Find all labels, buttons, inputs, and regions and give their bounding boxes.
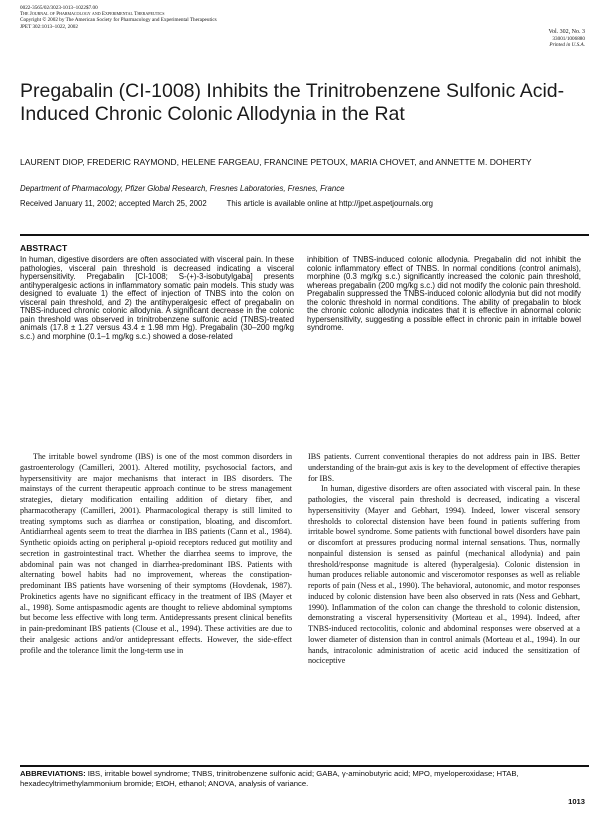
volume-info (548, 29, 585, 48)
header-line: JPET 302:1013–1022, 2002 (20, 23, 78, 30)
abstract-left-column: In human, digestive disorders are often associated with visceral pain. In these pathologies, visceral pain threshold is decreased indicating a visceral hypersensitivity. Pregabalin [CI-1008; S-(+)-3-isobutylgaba] presents antihyperalgesic actions in inflammatory somatic pain models. This study was designed to evaluate 1) the effect of injection of TNBS into the colon on visceral pain threshold, and 2) the antihyperalgesic effect of pregabalin on TNBS-induced chronic colonic allodynia. A significant decrease in the colonic pain threshold was observed in trinitrobenzene sulfonic acid (TNBS)-treated animals (17.8 ± 1.27 versus 43.4 ± 1.98 mm Hg). Pregabalin (30–200 mg/kg s.c.) and morphine (0.1–1 mg/kg s.c.) showed a dose-related (20, 255, 294, 341)
header-line: The Journal of Pharmacology and Experimental Therapeutics (20, 11, 165, 18)
abbreviations-text: IBS, irritable bowel syndrome; TNBS, trinitrobenzene sulfonic acid; GABA, γ-aminobutyric acid; MPO, myeloperoxidase; HTAB, hexadecyltrimethylammonium bromide; EtOH, ethanol; ANOVA, analysis of variance. (20, 769, 519, 788)
received-date: Received January 11, 2002; accepted March 25, 2002 (20, 199, 207, 208)
journal-header (20, 5, 217, 30)
footnote-divider (20, 765, 589, 767)
article-title: Pregabalin (CI-1008) Inhibits the Trinitrobenzene Sulfonic Acid-Induced Chronic Colonic Allodynia in the Rat (20, 80, 565, 125)
online-availability[interactable]: This article is available online at http://jpet.aspetjournals.org (226, 199, 433, 208)
abstract-right-column: inhibition of TNBS-induced colonic allodynia. Pregabalin did not inhibit the colonic inflammatory effect of TNBS. In normal conditions (control animals), morphine (0.3 mg/kg s.c.) significantly increased the colonic pain threshold, whereas pregabalin (200 mg/kg s.c.) did not modify the colonic pain threshold. Pregabalin suppressed the TNBS-induced colonic allodynia but did not modify the colonic threshold in normal conditions. The ability of pregabalin to block the chronic colonic allodynia indicates that it is effective in abnormal colonic hypersensitivity, suggesting a possible effect in chronic pain in irritable bowel syndrome. (307, 255, 581, 333)
body-paragraph: The irritable bowel syndrome (IBS) is one of the most common disorders in gastroenterology (Camilleri, 2001). Altered motility, psychosocial factors, and hypersensitivity are major mechanisms that interact in IBS disorders. The mainstays of the current therapeutic approach continue to be stress management strategies, dietary modification entailing addition of dietary fiber, and pharmacotherapy (Camilleri, 2001). Pharmacological therapy is still limited to treating symptoms such as diarrhea or constipation, bloating, and discomfort. Antidiarrheal agents seem to treat the diarrhea in IBS patients (Cann et al., 1984). Synthetic opioids acting on peripheral μ-opioid receptors reduced gut motility and secretion in gastrointestinal tract. Whether the diarrhea seems to improve, the abdominal pain was not changed in diarrhea-predominant IBS. Patients with alternating bowel habits had no improvement, whereas the constipation-predominant IBS patients have worsening of their symptoms (Hovdenak, 1987). Prokinetics agents have no significant efficacy in the treatment of IBS (Mayer et al., 1998). Some antispasmodic agents are thought to relieve abdominal symptoms but become less effective with long term. Antidepressants present clinical benefits in pain-predominant IBS patients (Clouse et al., 1994). These activities are due to their analgesic actions and/or antidepressant effects. However, the side-effect profile and the tolerance limit the long-term use in (20, 452, 292, 655)
author-list: LAURENT DIOP, FREDERIC RAYMOND, HELENE FARGEAU, FRANCINE PETOUX, MARIA CHOVET, and ANNETTE M. DOHERTY (20, 157, 532, 167)
body-paragraph: In human, digestive disorders are often associated with visceral pain. In these pathologies, the visceral pain threshold is decreased, indicating a visceral hypersensitivity (Mayer and Gebhart, 1994). Indeed, lower visceral sensory thresholds to colorectal distension have been found in patients suffering from irritable bowel syndrome. Some patients with functional bowel disorders have pain or discomfort at pressures producing normal internal sensations. Thus, normally nonpainful distension is sensed as painful (mechanical allodynia) and pain threshold/response magnitude is altered (hyperalgesia). Colonic distension in human produces reliable autonomic and visceromotor responses as well as reliable reports of pain (Ness et al., 1990). The behavioral, autonomic, and motor responses induced by colonic distension have been also observed in rats (Ness and Gebhart, 1990). Inflammation of the colon can change the threshold to colonic distension, demonstrating a visceral hypersensitivity (Morteau et al., 1994). Indeed, after TNBS-induced rectocolitis, colonic and abdominal responses were observed at a lower diameter of distension than in control animals (Morteau et al., 1994). In our hands, intracolonic administration of acetic acid induced the sensitization of nociceptive (308, 484, 580, 666)
volume-line: Printed in U.S.A. (549, 41, 585, 48)
abstract-heading: ABSTRACT (20, 243, 68, 253)
affiliation: Department of Pharmacology, Pfizer Global Research, Fresnes Laboratories, Fresnes, France (20, 184, 345, 193)
body-paragraph: IBS patients. Current conventional therapies do not address pain in IBS. Better understanding of the brain-gut axis is key to the development of effective therapies for IBS. (308, 452, 580, 483)
volume-line: Vol. 302, No. 3 (548, 29, 585, 35)
volume-line: 33001/1006880 (552, 35, 585, 42)
body-right-column (308, 452, 580, 667)
header-line: 0022-3565/02/3023-1013–1022$7.00 (20, 5, 98, 11)
article-dates (20, 199, 433, 208)
abbreviations-label: ABBREVIATIONS: (20, 769, 86, 778)
body-left-column (20, 452, 292, 656)
top-divider (20, 234, 589, 236)
header-line: Copyright © 2002 by The American Society for Pharmacology and Experimental Therapeutics (20, 17, 217, 24)
page-number: 1013 (568, 797, 585, 806)
abbreviations-footnote (20, 769, 585, 788)
